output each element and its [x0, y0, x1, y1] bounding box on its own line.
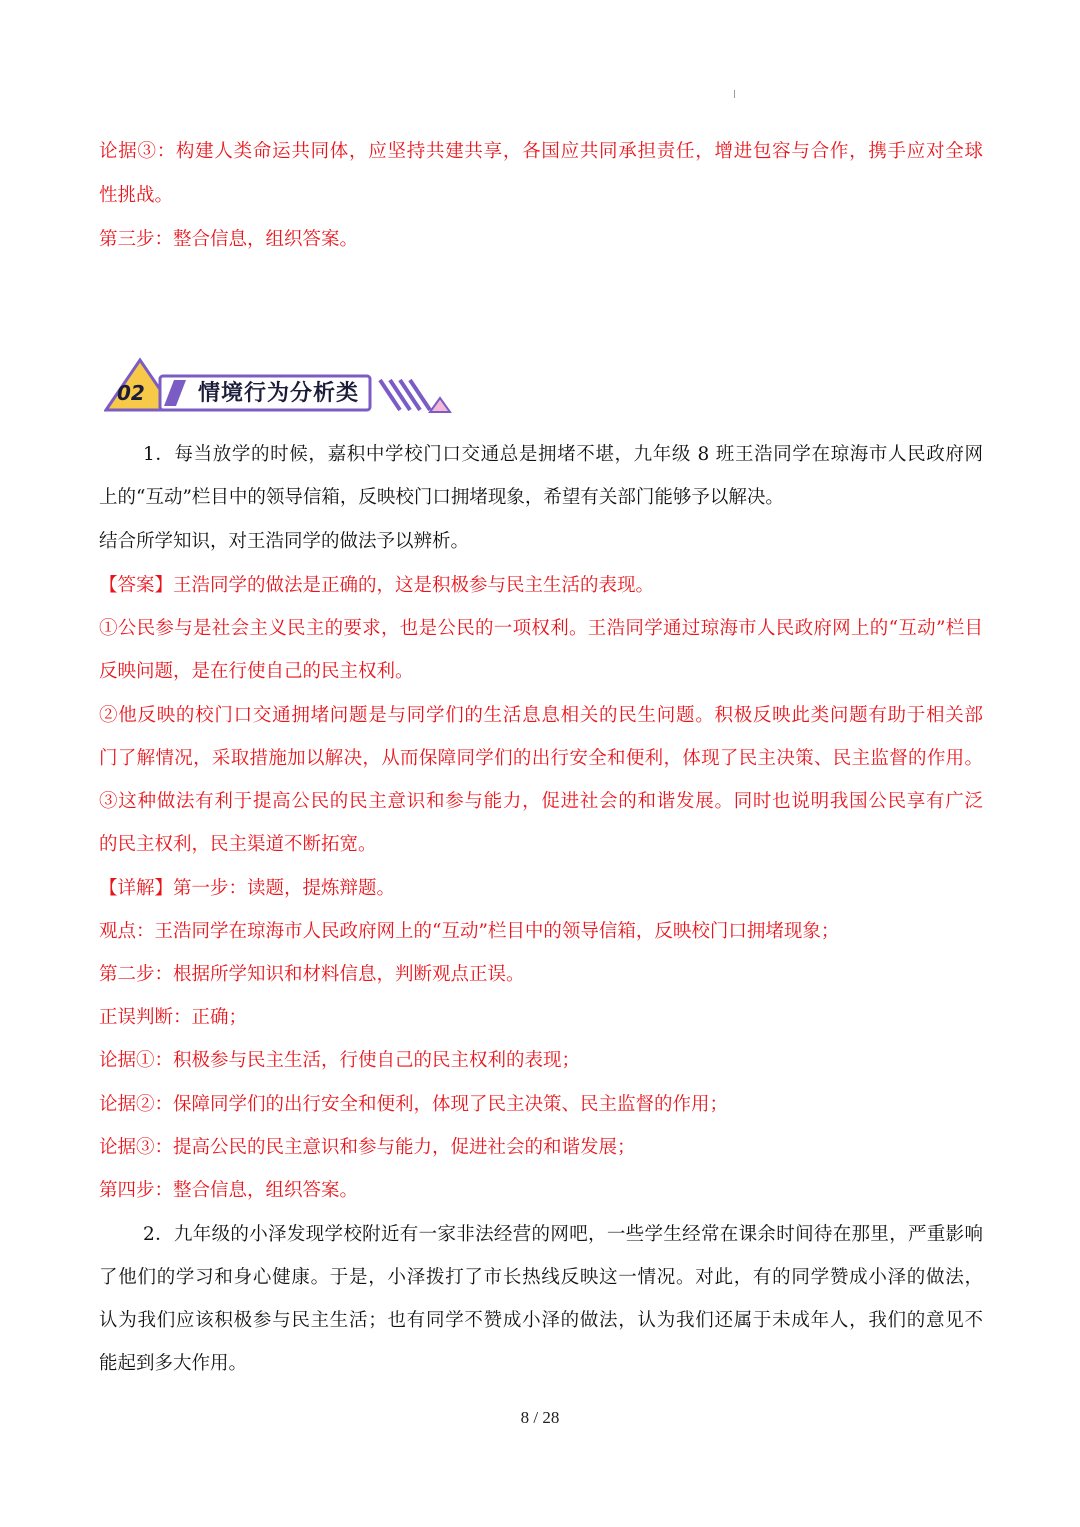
q1-answer-line: 的民主权利，民主渠道不断拓宽。 [99, 834, 377, 855]
q1-answer-line: 门了解情况，采取措施加以解决，从而保障同学们的出行安全和便利，体现了民主决策、民主监督的作用。 [99, 748, 983, 769]
q1-answer-line: 【答案】王浩同学的做法是正确的，这是积极参与民主生活的表现。 [99, 575, 655, 596]
q1-explanation-line: 正误判断：正确； [99, 1007, 248, 1028]
q1-answer-line: ②他反映的校门口交通拥堵问题是与同学们的生活息息相关的民生问题。积极反映此类问题有助于相关部 [99, 705, 983, 726]
q1-answer-line: ③这种做法有利于提高公民的民主意识和参与能力，促进社会的和谐发展。同时也说明我国公民享有广泛 [99, 791, 983, 812]
q1-explanation-line: 论据③：提高公民的民主意识和参与能力，促进社会的和谐发展； [99, 1137, 636, 1158]
page-mark [734, 90, 735, 98]
page-number: 8 / 28 [520, 1408, 560, 1427]
argument-3-line-2: 性挑战。 [99, 185, 174, 206]
q1-explanation-line: 【详解】第一步：读题，提炼辩题。 [99, 878, 396, 899]
q1-explanation-line: 第二步：根据所学知识和材料信息，判断观点正误。 [99, 964, 525, 985]
section-title: 情境行为分析类 [198, 381, 360, 406]
q2-text-line-2: 了他们的学习和身心健康。于是，小泽拨打了市长热线反映这一情况。对此，有的同学赞成小泽的做法， [99, 1267, 983, 1288]
q1-explanation-line: 观点：王浩同学在琼海市人民政府网上的“互动”栏目中的领导信箱，反映校门口拥堵现象； [99, 921, 840, 942]
q1-answer-line: ①公民参与是社会主义民主的要求，也是公民的一项权利。王浩同学通过琼海市人民政府网上的“互动”栏目 [99, 618, 983, 639]
argument-3-line-1: 论据③：构建人类命运共同体，应坚持共建共享，各国应共同承担责任，增进包容与合作，携手应对全球 [99, 141, 983, 162]
q1-prompt: 结合所学知识，对王浩同学的做法予以辨析。 [99, 531, 470, 552]
q1-text-line-2: 上的“互动”栏目中的领导信箱，反映校门口拥堵现象，希望有关部门能够予以解决。 [99, 487, 784, 508]
q1-explanation-line: 第四步：整合信息，组织答案。 [99, 1180, 359, 1201]
q2-text-line-1: 2．九年级的小泽发现学校附近有一家非法经营的网吧，一些学生经常在课余时间待在那里，严重影响 [143, 1224, 983, 1245]
q2-text-line-4: 能起到多大作用。 [99, 1353, 248, 1374]
section-number: 02 [117, 381, 145, 405]
q1-explanation-line: 论据②：保障同学们的出行安全和便利，体现了民主决策、民主监督的作用； [99, 1094, 729, 1115]
q1-answer-line: 反映问题，是在行使自己的民主权利。 [99, 661, 414, 682]
q1-text-line-1: 1．每当放学的时候，嘉积中学校门口交通总是拥堵不堪，九年级 8 班王浩同学在琼海市人民政府网 [143, 444, 983, 465]
q1-explanation-line: 论据①：积极参与民主生活，行使自己的民主权利的表现； [99, 1050, 581, 1071]
step-3-line: 第三步：整合信息，组织答案。 [99, 229, 359, 250]
q2-text-line-3: 认为我们应该积极参与民主生活；也有同学不赞成小泽的做法，认为我们还属于未成年人，我们的意见不 [99, 1310, 983, 1331]
